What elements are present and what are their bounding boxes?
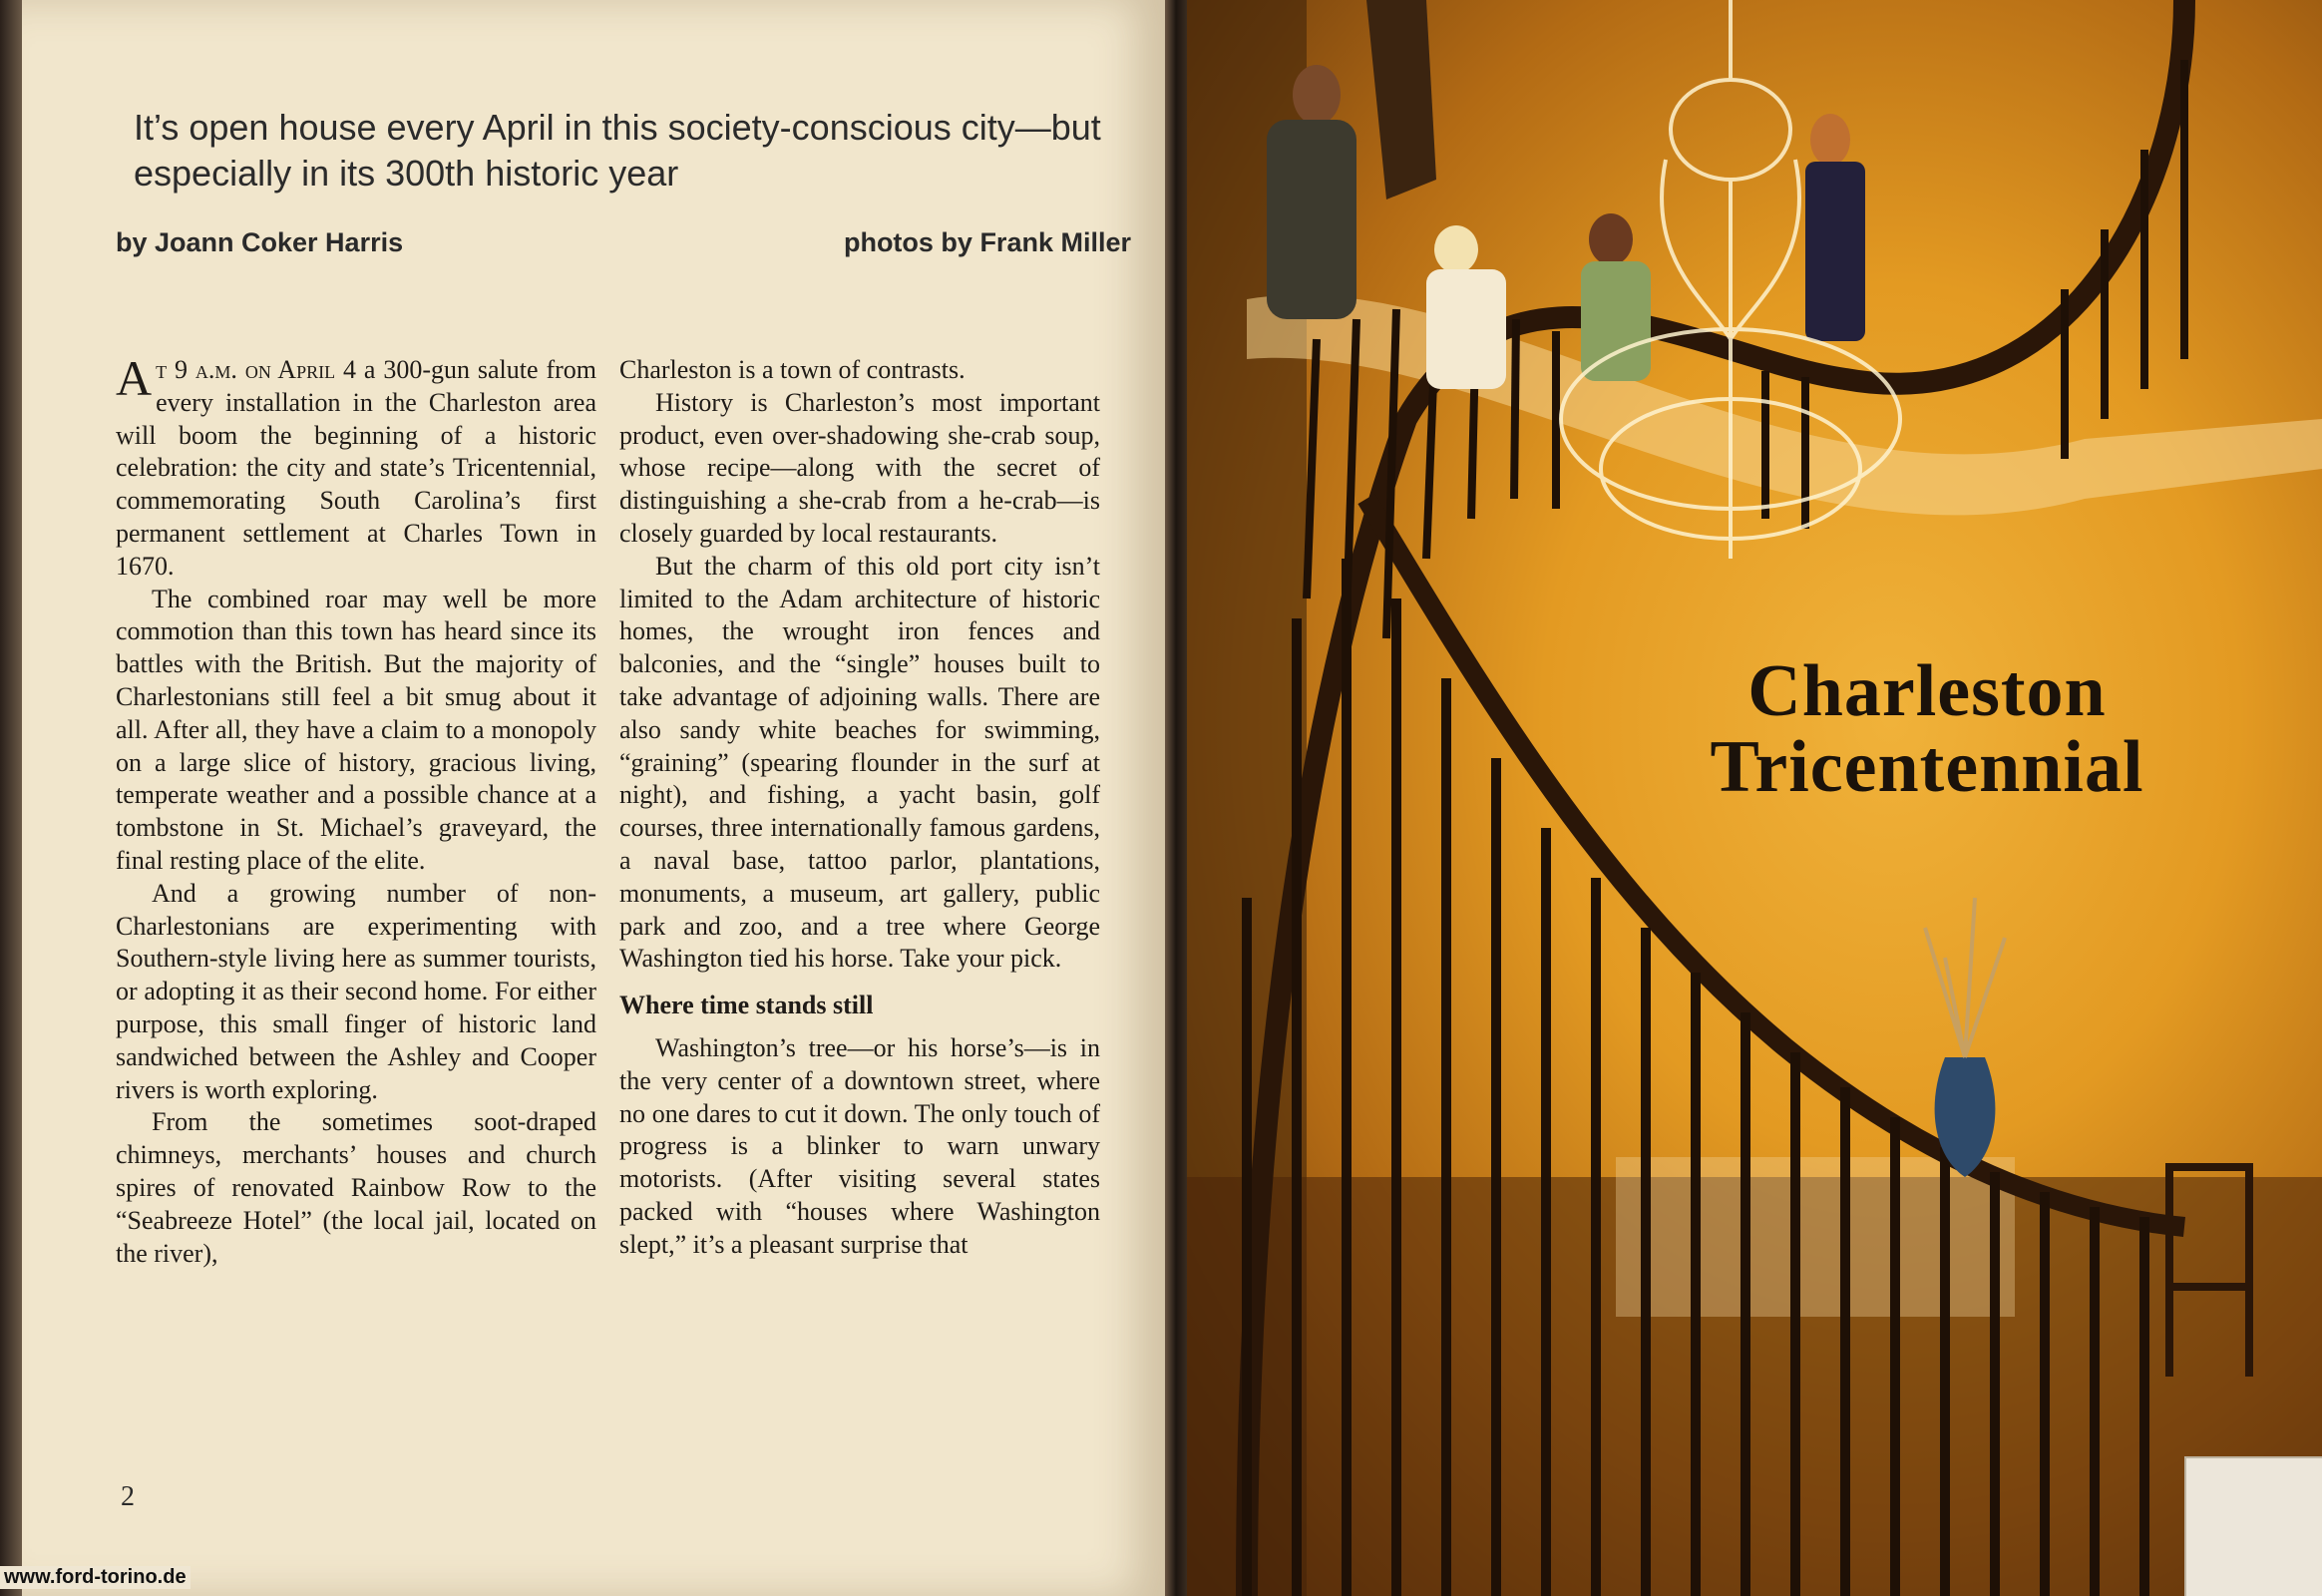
photo-credit: photos by Frank Miller	[843, 227, 1131, 257]
paragraph: But the charm of this old port city isn’t limited to the Adam architecture of historic homes, the wrought iron fences and balconies, and the “single” houses built to take advantage of adjoining walls. There are also sandy white beaches for swimming, “graining” (spearing flounder in the surf at night), and fishing, a yacht basin, golf courses, three internationally famous gardens, a naval base, tattoo parlor, plantations, monuments, a museum, art gallery, public park and zoo, and a tree where George Washington tied his horse. Take your pick.	[619, 551, 1100, 974]
photo-page	[1187, 0, 2322, 1596]
lower-handrail	[1366, 499, 2184, 1227]
paragraph: History is Charleston’s most important product, even over-shadowing she-crab soup, whose recipe—along with the secret of distinguishing a she-crab from a he-crab—is closely guarded by local restaurants.	[619, 387, 1100, 548]
author-byline: by Joann Coker Harris	[116, 227, 404, 257]
title-line-1: Charleston	[1747, 650, 2107, 732]
page-edge	[0, 0, 22, 1596]
paragraph	[116, 350, 596, 584]
drop-cap: A	[116, 350, 153, 406]
paragraph: The combined roar may well be more commotion than this town has heard since its battles with the British. But the majority of Charlestonians still feel a bit smug about it all. After all, they have a claim to a monopoly on a large slice of history, gracious living, temperate weather and a possible chance at a tombstone in St. Michael’s graveyard, the final resting place of the elite.	[116, 584, 596, 875]
curtain	[1366, 0, 1436, 200]
lead-in: t 9 a.m. on April	[156, 355, 336, 384]
window-light	[1616, 1157, 2015, 1317]
paragraph: Charleston is a town of contrasts.	[619, 355, 966, 384]
text-column-2	[619, 354, 1100, 1262]
section-subhead: Where time stands still	[619, 991, 874, 1020]
text-column-1	[116, 350, 596, 1270]
paragraph-text: 4 a 300-gun salute from every installation in the Charleston area will boom the beginning of a historic celebration: the city and state’s Tricentennial, commemorating South Carolina’s first permanent settlement at Charles Town in 1670.	[116, 355, 596, 581]
vase-with-plant	[1925, 898, 2005, 1177]
book-gutter	[1165, 0, 1187, 1596]
title-line-2: Tricentennial	[1710, 726, 2144, 808]
site-watermark: www.ford-torino.de	[0, 1566, 191, 1589]
library-label-sticker	[2184, 1456, 2322, 1596]
feature-title	[1618, 650, 2236, 808]
paragraph: And a growing number of non-Charlestonians are experimenting with Southern-style living here as summer tourists, or adopting it as their second home. For either purpose, this small finger of historic land sandwiched between the Ashley and Cooper rivers is worth exploring.	[116, 878, 596, 1104]
article-headline: It’s open house every April in this society-conscious city—but especially in its 300th historic year	[134, 107, 1101, 194]
left-page	[18, 0, 1165, 1596]
paragraph: From the sometimes soot-draped chimneys, merchants’ houses and church spires of renovated Rainbow Row to the “Seabreeze Hotel” (the local jail, located on the river),	[116, 1107, 596, 1268]
paragraph: Washington’s tree—or his horse’s—is in the very center of a downtown street, where no one dares to cut it down. The only touch of progress is a blinker to warn unwary motorists. (After visiting several states packed with “houses where Washington slept,” it’s a pleasant surprise that	[619, 1032, 1100, 1259]
page-number: 2	[121, 1481, 135, 1512]
